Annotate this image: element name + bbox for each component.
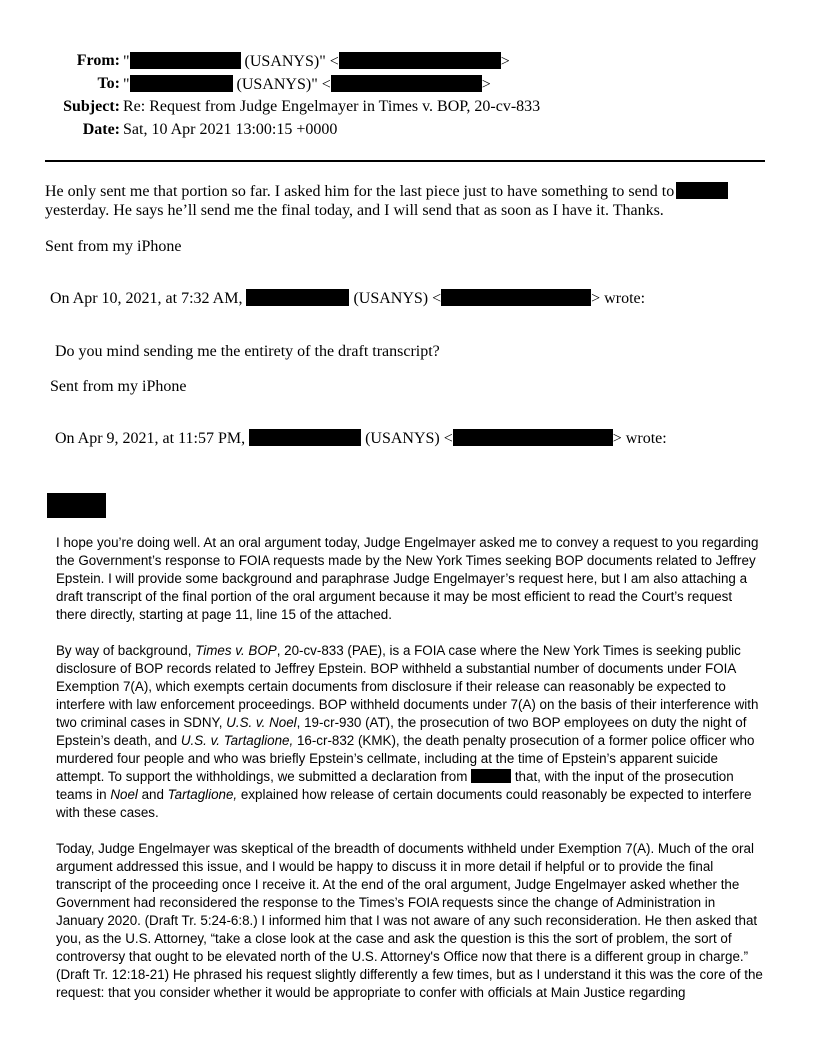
redaction-box (453, 429, 613, 446)
from-label: From: (76, 52, 120, 69)
quote2-intro: On Apr 9, 2021, at 11:57 PM, (USANYS) < > wrote: (55, 430, 667, 447)
redaction-box (331, 75, 482, 92)
header-divider (45, 160, 765, 162)
quote1-body: Do you mind sending me the entirety of the draft transcript? (55, 343, 440, 360)
redaction-box (676, 182, 728, 199)
reply-line-1: He only sent me that portion so far. I asked him for the last piece just to have something to send to (45, 182, 728, 201)
redaction-box (130, 52, 241, 69)
reply-signature: Sent from my iPhone (45, 238, 182, 255)
letter-paragraph-3: Today, Judge Engelmayer was skeptical of the breadth of documents withheld under Exemption 7(A). Much of the oral argument addressed this issue, and I would be happy to discuss it in more detail if helpful or to provide the final transcript of the proceeding once I receive it. At the end of the oral argument, Judge Engelmayer asked whether the Government had reconsidered the response to the Times’s FOIA requests since the change of Administration in January 2020. (Draft Tr. 5:24-6:8.) I informed him that I was not aware of any such reconsideration. He then asked that you, as the U.S. Attorney, “take a close look at the case and ask the question is this the sort of problem, the sort of controversy that ought to be elevated north of the U.S. Attorney's Office now that there is a different group in charge.” (Draft Tr. 12:18-21) He phrased his request slightly differently a few times, but as I understand it this was the core of the request: that you consider whether it would be appropriate to confer with officials at Main Justice regarding (56, 841, 763, 1000)
redaction-box (441, 289, 591, 306)
letter-paragraph-1: I hope you’re doing well. At an oral argument today, Judge Engelmayer asked me to convey a request to you regarding the Government’s response to FOIA requests made by the New York Times seeking BOP documents related to Jeffrey Epstein. I will provide some background and paraphrase Judge Engelmayer’s request here, but I am also attaching a draft transcript of the final portion of the oral argument because it may be most efficient to read the Court’s request there directly, starting at page 11, line 15 of the attached. (56, 535, 759, 622)
redaction-box (249, 429, 361, 446)
reply-line-2: yesterday. He says he’ll send me the final today, and I will send that as soon as I have it. Thanks. (45, 202, 664, 219)
date-label: Date: (82, 121, 120, 138)
from-value: " (USANYS)" < > (123, 53, 510, 70)
to-value: " (USANYS)" < > (123, 76, 491, 93)
quote1-signature: Sent from my iPhone (50, 378, 187, 395)
salutation-redaction (47, 493, 106, 518)
letter-paragraph-2: By way of background, Times v. BOP, 20-cv-833 (PAE), is a FOIA case where the New York Times is seeking public disclosure of BOP records related to Jeffrey Epstein. BOP withheld a substantial number of documents under FOIA Exemption 7(A), which exempts certain documents from disclosure if their release can reasonably be expected to interfere with law enforcement proceedings. BOP withheld documents under 7(A) on the basis of their interference with two criminal cases in SDNY, U.S. v. Noel, 19-cr-930 (AT), the prosecution of two BOP employees on duty the night of Epstein’s death, and U.S. v. Tartaglione, 16-cr-832 (KMK), the death penalty prosecution of a former police officer who murdered four people and who was briefly Epstein’s cellmate, including at the time of Epstein’s apparent suicide attempt. To support the withholdings, we submitted a declaration from that, with the input of the prosecution teams in Noel and Tartaglione, explained how release of certain documents could reasonably be expected to interfere with these cases. (56, 643, 759, 820)
quote1-intro: On Apr 10, 2021, at 7:32 AM, (USANYS) < > wrote: (50, 290, 646, 307)
redaction-box (339, 52, 501, 69)
redaction-box (130, 75, 233, 92)
redaction-box (246, 289, 349, 306)
redaction-box (471, 769, 511, 783)
subject-label: Subject: (63, 98, 120, 115)
date-value: Sat, 10 Apr 2021 13:00:15 +0000 (123, 121, 338, 138)
letter-body (56, 534, 764, 1020)
to-label: To: (97, 75, 120, 92)
subject-value: Re: Request from Judge Engelmayer in Times v. BOP, 20-cv-833 (123, 98, 541, 115)
